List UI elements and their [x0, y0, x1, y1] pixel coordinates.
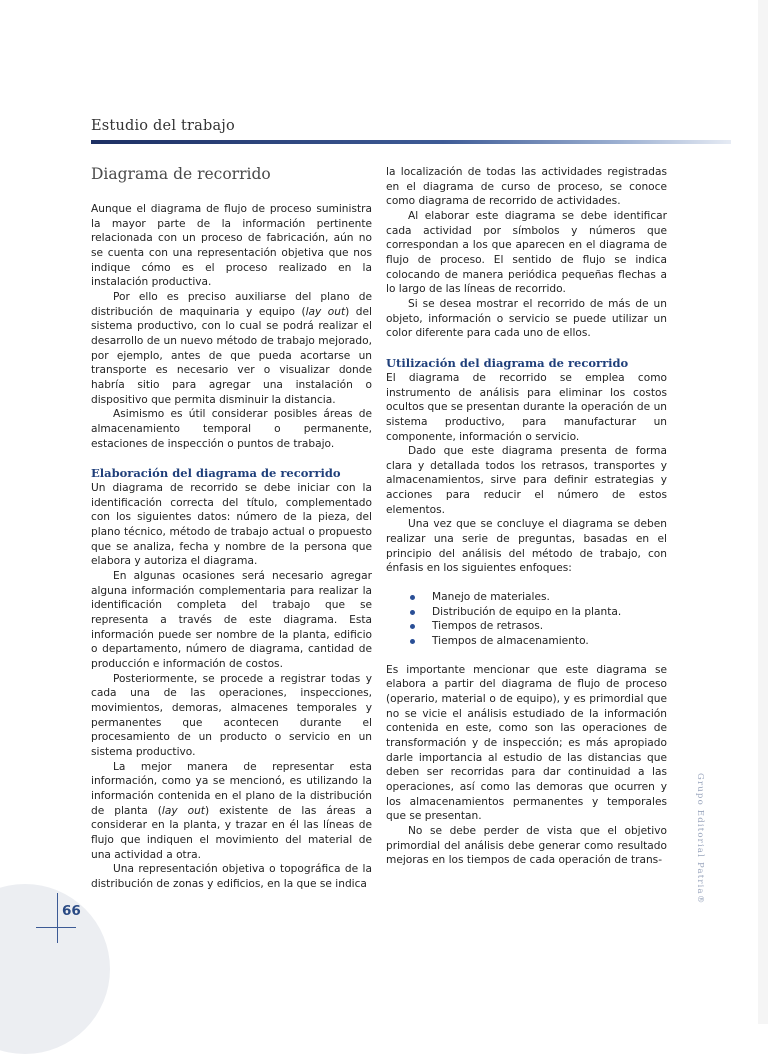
header-rule	[91, 140, 731, 144]
chapter-section-title: Diagrama de recorrido	[91, 165, 271, 183]
subsection-title: Utilización del diagrama de recorrido	[386, 355, 629, 370]
paragraph: El diagrama de recorrido se emplea como instrumento de análisis para eliminar los costos ocultos que se presentan durante la operación de un sistema productivo, para manufacturar un componente, información o servicio.	[386, 371, 667, 443]
page-edge	[758, 0, 768, 1024]
subsection-title: Elaboración del diagrama de recorrido	[91, 466, 341, 481]
paragraph: Aunque el diagrama de flujo de proceso suministra la mayor parte de la información pertinente relacionada con un proceso de fabricación, aún no se cuenta con una representación objetiva que nos indique cómo es el proceso realizado en la instalación productiva.	[91, 203, 372, 289]
bullet-icon	[410, 595, 415, 600]
bullet-icon	[410, 639, 415, 644]
paragraph: Dado que este diagrama presenta de forma clara y detallada todos los retrasos, transportes y almacenamientos, sirve para definir estrategias y acciones para reducir el número de estos elementos.	[386, 445, 667, 516]
paragraph: la localización de todas las actividades registradas en el diagrama de curso de proceso, se conoce como diagrama de recorrido de actividades.	[386, 166, 667, 208]
list-item: Distribución de equipo en la planta.	[386, 605, 667, 620]
corner-vertical-line	[57, 893, 58, 943]
list-item: Manejo de materiales.	[386, 590, 667, 605]
paragraph: En algunas ocasiones será necesario agregar alguna información complementaria para realizar la identificación completa del trabajo que se representa a través de este diagrama. Esta información puede ser nombre de la planta, edificio o departamento, número de diagrama, cantidad de producción e información de costos.	[91, 570, 372, 671]
paragraph: Una vez que se concluye el diagrama se deben realizar una serie de preguntas, basadas en el principio del análisis del método de trabajo, con énfasis en los siguientes enfoques:	[386, 518, 667, 575]
paragraph: No se debe perder de vista que el objetivo primordial del análisis debe generar como resultado mejoras en los tiempos de cada operación de trans-	[386, 824, 667, 867]
running-head: Estudio del trabajo	[91, 118, 235, 134]
left-column	[91, 165, 372, 892]
page-number: 66	[62, 903, 81, 919]
list-item: Tiempos de retrasos.	[386, 619, 667, 634]
publisher-name: Grupo Editorial Patria®	[695, 773, 705, 905]
paragraph: Si se desea mostrar el recorrido de más de un objeto, información o servicio se puede utilizar un color diferente para cada uno de ellos.	[386, 297, 667, 340]
paragraph: Por ello es preciso auxiliarse del plano de distribución de maquinaria y equipo (lay out) del sistema productivo, con lo cual se podrá realizar el desarrollo de un nuevo método de trabajo mejorado, por ejemplo, antes de que pueda acortarse un transporte es necesario ver o visualizar donde habría sitio para agregar una instalación o dispositivo que permita disminuir la distancia.	[91, 290, 372, 406]
page-corner-decoration	[0, 884, 110, 1054]
paragraph: Posteriormente, se procede a registrar todas y cada una de las operaciones, inspecciones, movimientos, demoras, almacenes temporales y permanentes que acontecen durante el procesamiento de un producto o servicio en un sistema productivo.	[91, 672, 372, 758]
paragraph: Asimismo es útil considerar posibles áreas de almacenamiento temporal o permanente, estaciones de inspección o puntos de trabajo.	[91, 408, 372, 450]
paragraph: La mejor manera de representar esta información, como ya se mencionó, es utilizando la información contenida en el plano de la distribución de planta (lay out) existente de las áreas a considerar en la planta, y trazar en él las líneas de flujo que indiquen el movimiento del material de una actividad a otra.	[91, 760, 373, 861]
corner-horizontal-line	[36, 927, 76, 928]
list-item: Tiempos de almacenamiento.	[386, 634, 667, 649]
paragraph: Una representación objetiva o topográfica de la distribución de zonas y edificios, en la que se indica	[91, 863, 372, 890]
bullet-icon	[410, 610, 415, 615]
bullet-list	[386, 590, 667, 649]
paragraph: Un diagrama de recorrido se debe iniciar con la identificación correcta del título, complementado con los siguientes datos: número de la pieza, del plano técnico, método de trabajo actual o propuesto que se analiza, fecha y nombre de la persona que elabora y autoriza el diagrama.	[91, 482, 372, 568]
publisher-side-text	[693, 775, 707, 905]
paragraph: Es importante mencionar que este diagrama se elabora a partir del diagrama de flujo de proceso (operario, material o de equipo), y es primordial que no se vicie el análisis estudiado de la información contenida en este, como son las operaciones de transformación y de inspección; es más apropiado darle importancia al estudio de las distancias que deben ser recorridas para dar continuidad a las operaciones, así como las demoras que ocurren y los almacenamientos permanentes y temporales que se presentan.	[386, 663, 667, 823]
bullet-icon	[410, 624, 415, 629]
paragraph: Al elaborar este diagrama se debe identificar cada actividad por símbolos y números que correspondan a los que aparecen en el diagrama de flujo de proceso. El sentido de flujo se indica colocando de manera periódica pequeñas flechas a lo largo de las líneas de recorrido.	[386, 209, 667, 296]
right-column	[386, 165, 667, 868]
